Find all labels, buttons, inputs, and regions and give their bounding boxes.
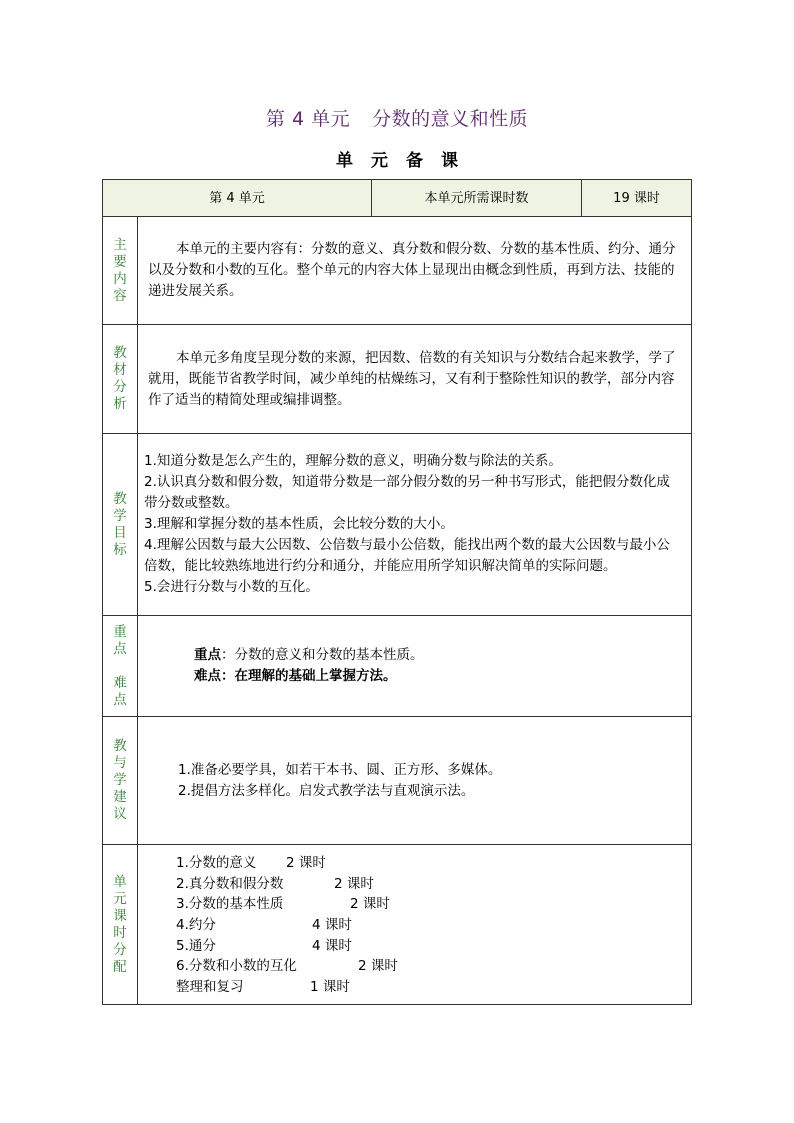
teaching-goals-row — [103, 434, 692, 616]
schedule-item: 4.约分 4 课时 — [176, 917, 352, 934]
schedule-item: 2.真分数和假分数 2 课时 — [176, 875, 374, 892]
main-content-label: 主 要 内 容 — [103, 217, 138, 325]
suggestion-item: 2.提倡方法多样化。启发式教学法与直观演示法。 — [178, 782, 475, 799]
title-unit: 第 4 单元 — [265, 108, 351, 130]
goal-item: 2.认识真分数和假分数，知道带分数是一部分假分数的另一种书写形式，能把假分数化成带分数或整数。 — [144, 474, 670, 511]
schedule-item: 3.分数的基本性质 2 课时 — [176, 896, 390, 913]
main-content-row — [103, 217, 692, 325]
textbook-analysis-text: 本单元多角度呈现分数的来源，把因数、倍数的有关知识与分数结合起来教学，学了就用，既能节省教学时间，减少单纯的枯燥练习，又有利于整除性知识的教学，部分内容作了适当的精简处理或编排调整。 — [138, 325, 692, 434]
textbook-analysis-label: 教 材 分 析 — [103, 325, 138, 434]
schedule-row — [103, 845, 692, 1005]
title-topic: 分数的意义和性质 — [372, 108, 529, 130]
lesson-plan-table — [102, 179, 692, 1005]
schedule-item: 5.通分 4 课时 — [176, 937, 352, 954]
goal-item: 1.知道分数是怎么产生的，理解分数的意义，明确分数与除法的关系。 — [144, 453, 562, 469]
key-difficult-text — [138, 616, 692, 717]
schedule-item: 整理和复习 1 课时 — [176, 979, 350, 996]
difficult-point: 难点：在理解的基础上掌握方法。 — [194, 668, 397, 684]
main-content-text: 本单元的主要内容有：分数的意义、真分数和假分数、分数的基本性质、约分、通分以及分数和小数的互化。整个单元的内容大体上显现出由概念到性质，再到方法、技能的递进发展关系。 — [138, 217, 692, 325]
textbook-analysis-row — [103, 325, 692, 434]
teaching-goals-label: 教 学 目 标 — [103, 434, 138, 616]
suggestions-list — [138, 717, 692, 845]
goal-item: 4.理解公因数与最大公因数、公倍数与最小公倍数，能找出两个数的最大公因数与最小公倍数，能比较熟练地进行约分和通分，并能应用所学知识解决简单的实际问题。 — [144, 537, 670, 574]
header-unit: 第 4 单元 — [103, 180, 372, 217]
page-subtitle: 单元备课 — [336, 151, 476, 171]
teaching-goals-list — [138, 434, 692, 616]
schedule-label: 单 元 课 时 分 配 — [103, 845, 138, 1005]
page-title — [0, 104, 794, 131]
suggestion-item: 1.准备必要学具，如若干本书、圆、正方形、多媒体。 — [178, 761, 502, 778]
key-difficult-label: 重 点 难 点 — [103, 616, 138, 717]
goal-item: 3.理解和掌握分数的基本性质，会比较分数的大小。 — [144, 516, 454, 532]
schedule-item: 1.分数的意义 2 课时 — [176, 855, 326, 871]
key-point: 重点：分数的意义和分数的基本性质。 — [194, 647, 424, 663]
header-hours-value: 19 课时 — [582, 180, 692, 217]
header-row — [103, 180, 692, 217]
header-hours-label: 本单元所需课时数 — [372, 180, 582, 217]
schedule-list — [138, 845, 692, 1005]
suggestions-label: 教 与 学 建 议 — [103, 717, 138, 845]
goal-item: 5.会进行分数与小数的互化。 — [144, 579, 319, 595]
schedule-item: 6.分数和小数的互化 2 课时 — [176, 958, 398, 975]
suggestions-row — [103, 717, 692, 845]
key-difficult-row — [103, 616, 692, 717]
